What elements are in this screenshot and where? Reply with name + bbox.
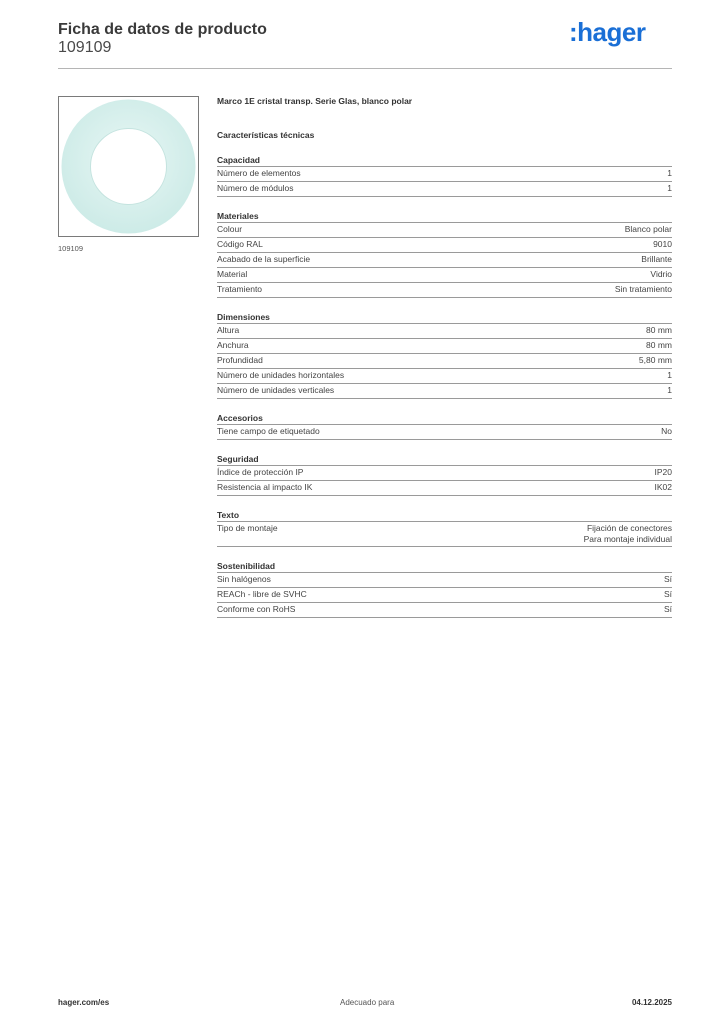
spec-value-line: Sí	[663, 574, 672, 584]
spec-value	[646, 325, 672, 336]
spec-value-line: Blanco polar	[624, 224, 672, 234]
spec-value-line: 9010	[653, 239, 672, 249]
footer-date: 04.12.2025	[631, 998, 672, 1007]
spec-value	[653, 239, 672, 250]
spec-value	[667, 385, 672, 396]
section-title: Capacidad	[217, 154, 672, 167]
spec-value-line: Brillante	[641, 254, 672, 264]
spec-row	[217, 481, 672, 496]
spec-row	[217, 588, 672, 603]
spec-label: Altura	[217, 325, 240, 335]
spec-row	[217, 384, 672, 399]
section-title: Seguridad	[217, 453, 672, 466]
spec-value-line: 1	[667, 168, 672, 178]
spec-value-line: Fijación de conectores	[586, 523, 672, 533]
spec-value	[664, 604, 672, 615]
spec-value	[625, 224, 672, 235]
spec-content	[217, 95, 672, 618]
spec-row	[217, 167, 672, 182]
header-divider	[58, 68, 672, 69]
spec-label: Tiene campo de etiquetado	[217, 426, 320, 436]
spec-row	[217, 268, 672, 283]
product-code: 109109	[58, 39, 112, 56]
spec-value	[664, 589, 672, 600]
spec-label: Número de unidades horizontales	[217, 370, 345, 380]
spec-label: Conforme con RoHS	[217, 604, 296, 614]
spec-label: Sin halógenos	[217, 574, 271, 584]
spec-value-line: No	[661, 426, 672, 436]
spec-value	[667, 183, 672, 194]
spec-label: Índice de protección IP	[217, 467, 304, 477]
spec-label: Número de elementos	[217, 168, 301, 178]
spec-label: Profundidad	[217, 355, 263, 365]
spec-value-line: 1	[667, 385, 672, 395]
spec-value	[641, 254, 672, 265]
spec-value-line: Para montaje individual	[583, 534, 672, 544]
spec-value-line: IP20	[654, 467, 672, 477]
spec-value	[639, 355, 672, 366]
tech-characteristics-title: Características técnicas	[217, 130, 315, 140]
section-title: Sostenibilidad	[217, 560, 672, 573]
spec-row	[217, 339, 672, 354]
spec-row	[217, 522, 672, 547]
spec-row	[217, 573, 672, 588]
spec-sections	[217, 154, 672, 618]
product-image	[58, 96, 199, 237]
spec-value	[661, 426, 672, 437]
spec-value	[615, 284, 672, 295]
spec-label: Resistencia al impacto IK	[217, 482, 313, 492]
spec-label: Anchura	[217, 340, 249, 350]
spec-value	[655, 467, 673, 478]
spec-label: Tipo de montaje	[217, 523, 278, 533]
spec-label: Código RAL	[217, 239, 263, 249]
spec-row	[217, 425, 672, 440]
section-title: Materiales	[217, 210, 672, 223]
logo-text: :hager	[569, 17, 646, 47]
image-caption: 109109	[58, 244, 84, 253]
spec-label: Tratamiento	[217, 284, 263, 294]
spec-value-line: 1	[667, 183, 672, 193]
spec-section	[217, 311, 672, 399]
spec-section	[217, 509, 672, 547]
spec-section	[217, 560, 672, 618]
spec-row	[217, 466, 672, 481]
spec-value-line: 80 mm	[646, 325, 672, 335]
spec-section	[217, 154, 672, 197]
section-title: Accesorios	[217, 412, 672, 425]
spec-label: Número de módulos	[217, 183, 294, 193]
spec-value	[667, 168, 672, 179]
page-title: Ficha de datos de producto	[58, 21, 267, 38]
frame-ring-image	[59, 97, 198, 236]
spec-value-line: 80 mm	[646, 340, 672, 350]
hager-logo	[567, 16, 657, 50]
spec-row	[217, 354, 672, 369]
spec-section	[217, 210, 672, 298]
spec-value-line: Vidrio	[650, 269, 672, 279]
spec-row	[217, 223, 672, 238]
spec-section	[217, 412, 672, 440]
spec-row	[217, 253, 672, 268]
spec-value	[667, 370, 672, 381]
spec-label: Material	[217, 269, 248, 279]
section-title: Dimensiones	[217, 311, 672, 324]
spec-label: REACh - libre de SVHC	[217, 589, 307, 599]
spec-row	[217, 283, 672, 298]
spec-value	[655, 482, 673, 493]
spec-label: Acabado de la superficie	[217, 254, 311, 264]
spec-value-line: 5,80 mm	[638, 355, 672, 365]
spec-value-line: 1	[667, 370, 672, 380]
spec-label: Colour	[217, 224, 243, 234]
spec-value	[646, 340, 672, 351]
spec-row	[217, 369, 672, 384]
spec-row	[217, 238, 672, 253]
product-name: Marco 1E cristal transp. Serie Glas, blanco polar	[217, 96, 413, 106]
spec-row	[217, 324, 672, 339]
spec-value	[584, 523, 672, 545]
spec-value-line: IK02	[654, 482, 672, 492]
footer-website: hager.com/es	[58, 998, 110, 1007]
spec-value-line: Sí	[663, 589, 672, 599]
spec-label: Número de unidades verticales	[217, 385, 335, 395]
spec-row	[217, 603, 672, 618]
footer-suitable-for: Adecuado para	[340, 998, 395, 1007]
spec-value-line: Sí	[663, 604, 672, 614]
spec-row	[217, 182, 672, 197]
spec-section	[217, 453, 672, 496]
spec-value	[650, 269, 672, 280]
spec-value	[664, 574, 672, 585]
section-title: Texto	[217, 509, 672, 522]
spec-value-line: Sin tratamiento	[614, 284, 672, 294]
